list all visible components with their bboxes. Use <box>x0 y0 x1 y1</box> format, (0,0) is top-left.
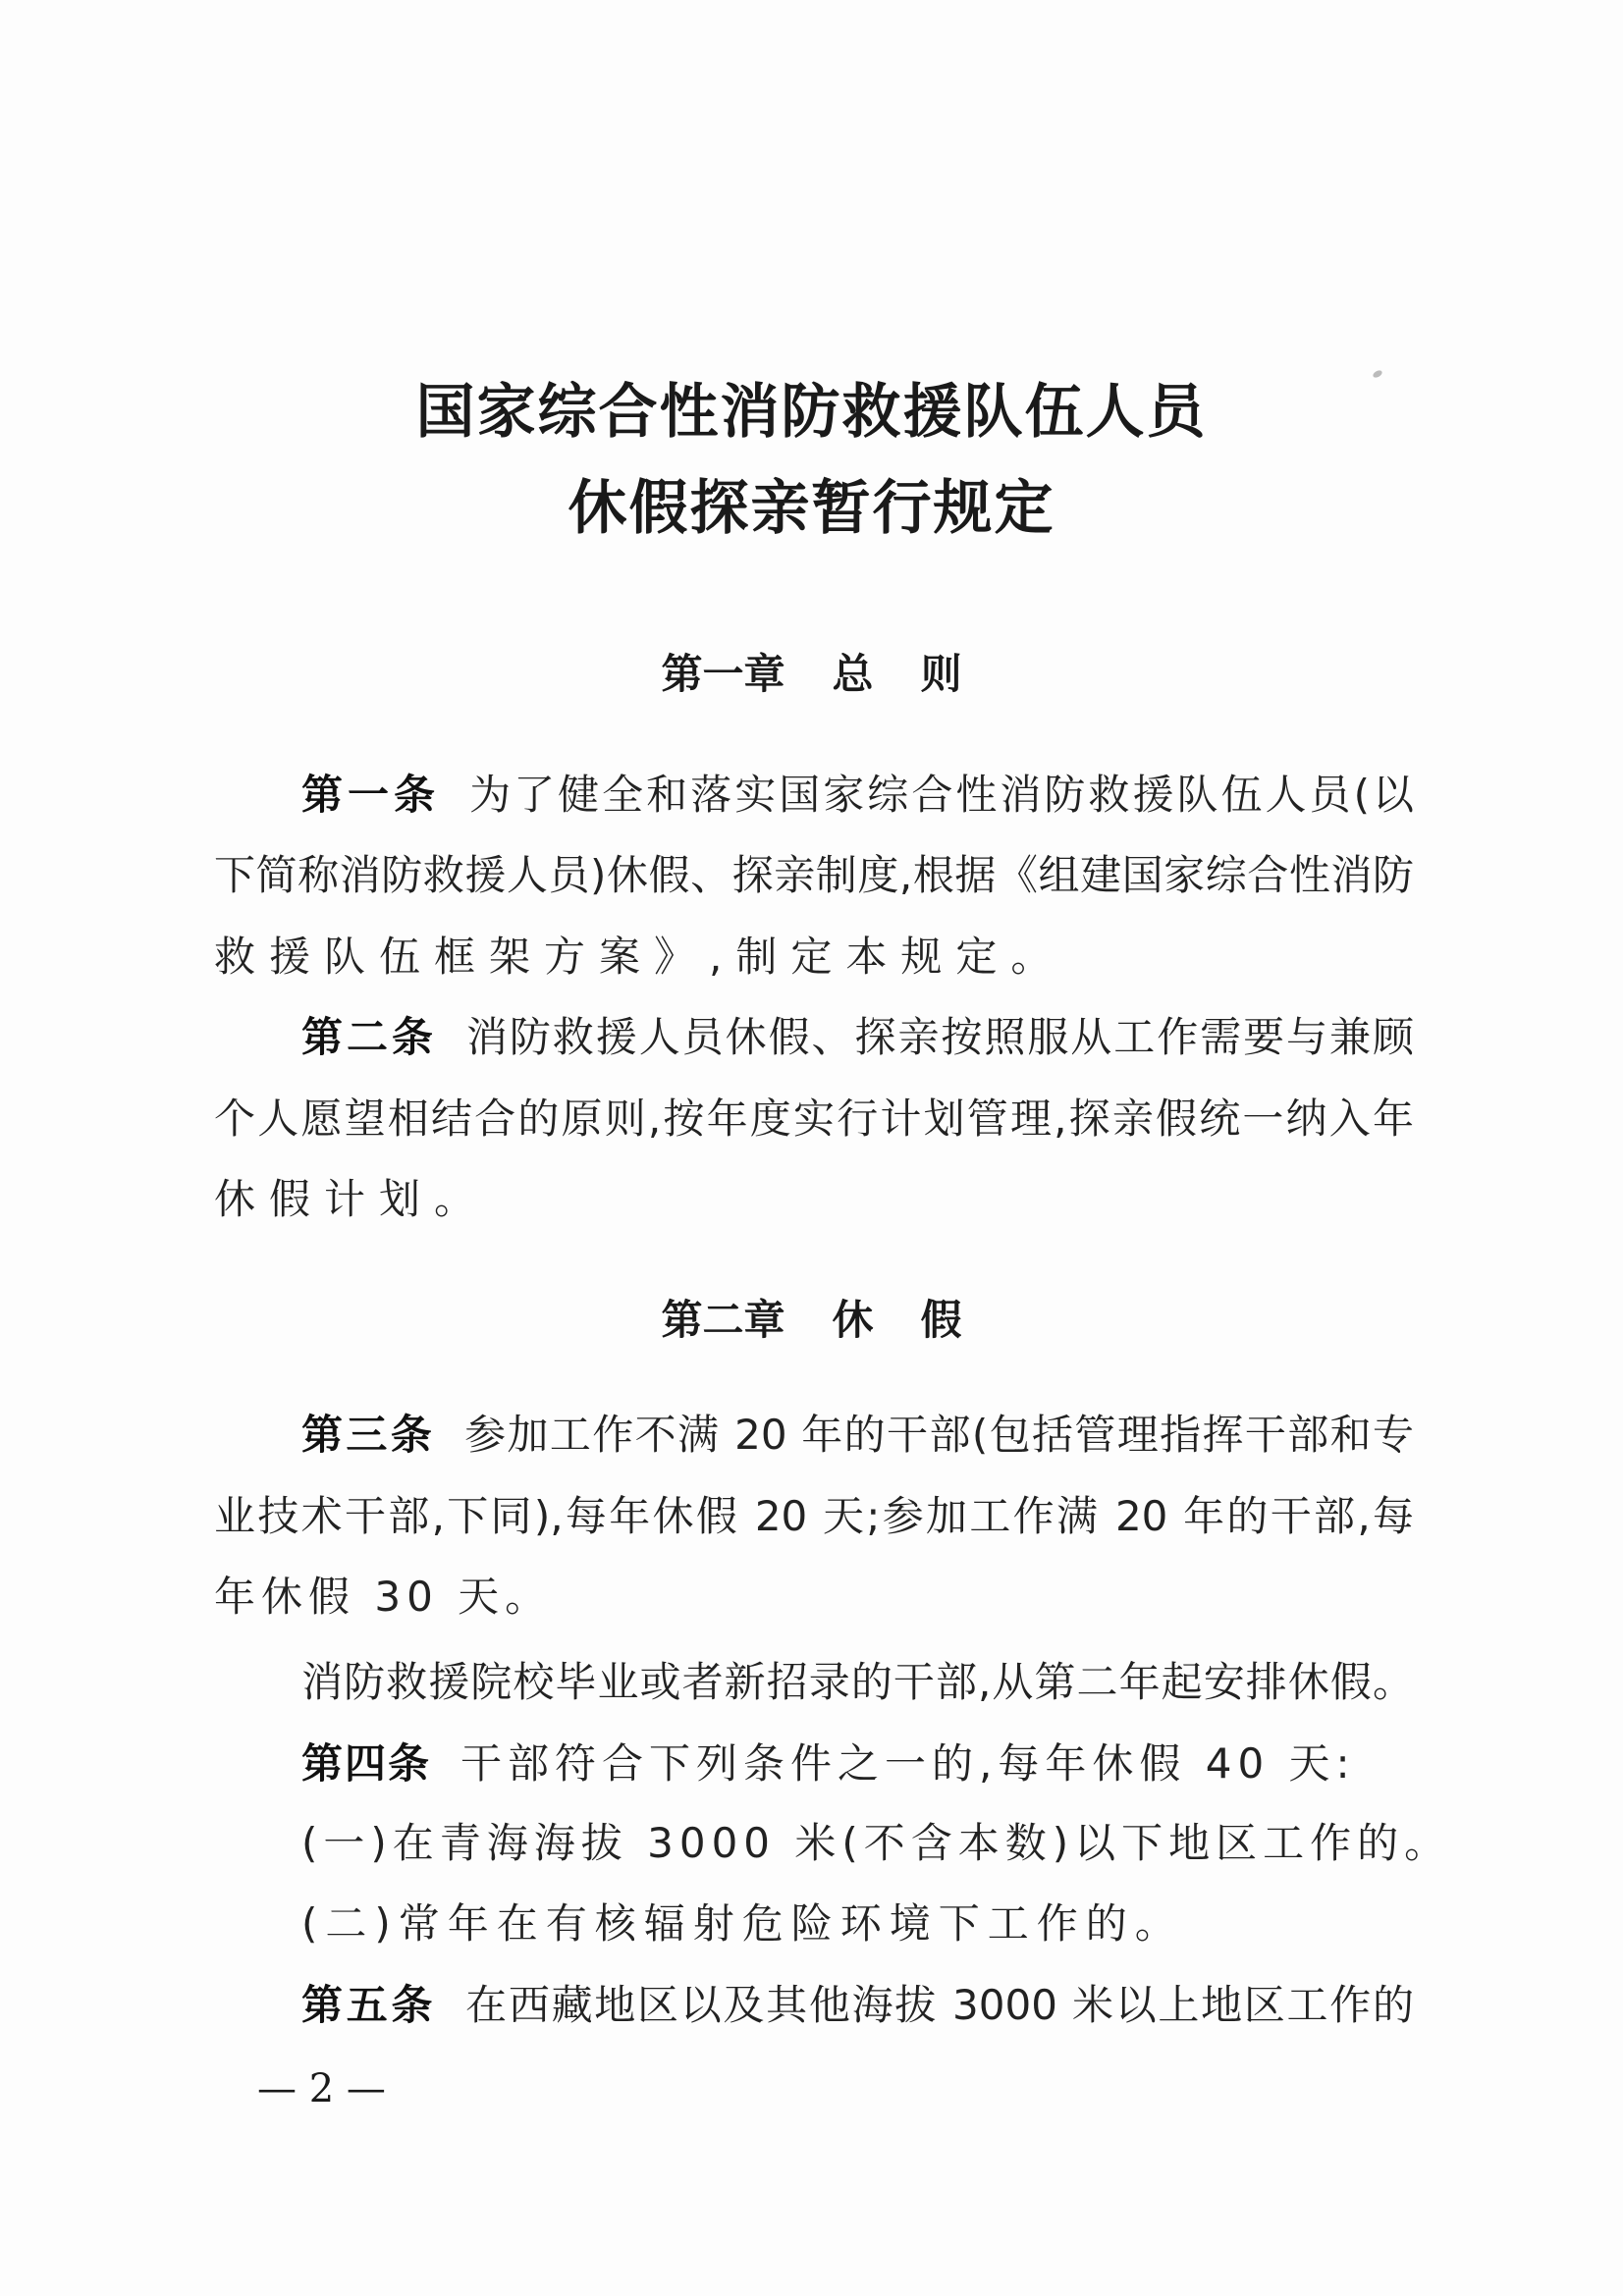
article-label: 第一条 <box>301 771 441 819</box>
article-1-line <box>301 768 1414 823</box>
article-label: 第五条 <box>301 1981 437 2029</box>
page-number: — 2 — <box>257 2066 386 2111</box>
article-label: 第二条 <box>301 1013 437 1061</box>
article-1-line: 下简称消防救援人员)休假、探亲制度,根据《组建国家综合性消防 <box>214 851 1414 899</box>
document-title-line-2: 休假探亲暂行规定 <box>568 474 1055 543</box>
chapter-2-heading <box>0 1288 1623 1347</box>
article-label: 第四条 <box>301 1739 432 1788</box>
article-text: 干部符合下列条件之一的,每年休假 40 天: <box>460 1739 1356 1788</box>
chapter-number: 第一章 <box>661 650 785 698</box>
article-text: 在西藏地区以及其他海拔 3000 米以上地区工作的 <box>465 1981 1414 2029</box>
article-4-line <box>301 1736 1356 1791</box>
article-1-line: 救援队伍框架方案》,制定本规定。 <box>214 933 1066 981</box>
article-3-paragraph: 消防救援院校毕业或者新招录的干部,从第二年起安排休假。 <box>301 1658 1414 1706</box>
article-label: 第三条 <box>301 1411 436 1459</box>
chapter-title-char: 假 <box>920 1296 962 1344</box>
article-text: 消防救援人员休假、探亲按照服从工作需要与兼顾 <box>465 1013 1414 1061</box>
chapter-title-char: 则 <box>920 650 962 698</box>
article-3-line: 业技术干部,下同),每年休假 20 天;参加工作满 20 年的干部,每 <box>214 1492 1414 1540</box>
article-text: 参加工作不满 20 年的干部(包括管理指挥干部和专 <box>464 1411 1414 1459</box>
chapter-number: 第二章 <box>661 1296 785 1344</box>
article-2-line <box>301 1010 1414 1065</box>
article-3-line: 年休假 30 天。 <box>214 1573 553 1621</box>
chapter-title-char: 总 <box>832 650 874 698</box>
chapter-1-heading <box>0 642 1623 701</box>
article-text: 为了健全和落实国家综合性消防救援队伍人员(以 <box>469 771 1414 819</box>
article-5-line <box>301 1978 1414 2033</box>
document-title-line-1: 国家综合性消防救援队伍人员 <box>415 378 1208 447</box>
chapter-title-char: 休 <box>832 1296 874 1344</box>
article-4-item-1: (一)在青海海拔 3000 米(不含本数)以下地区工作的。 <box>301 1819 1452 1867</box>
article-2-line: 个人愿望相结合的原则,按年度实行计划管理,探亲假统一纳入年 <box>214 1095 1414 1143</box>
article-2-line: 休假计划。 <box>214 1175 490 1223</box>
article-3-line <box>301 1408 1414 1463</box>
article-4-item-2: (二)常年在有核辐射危险环境下工作的。 <box>301 1899 1184 1948</box>
